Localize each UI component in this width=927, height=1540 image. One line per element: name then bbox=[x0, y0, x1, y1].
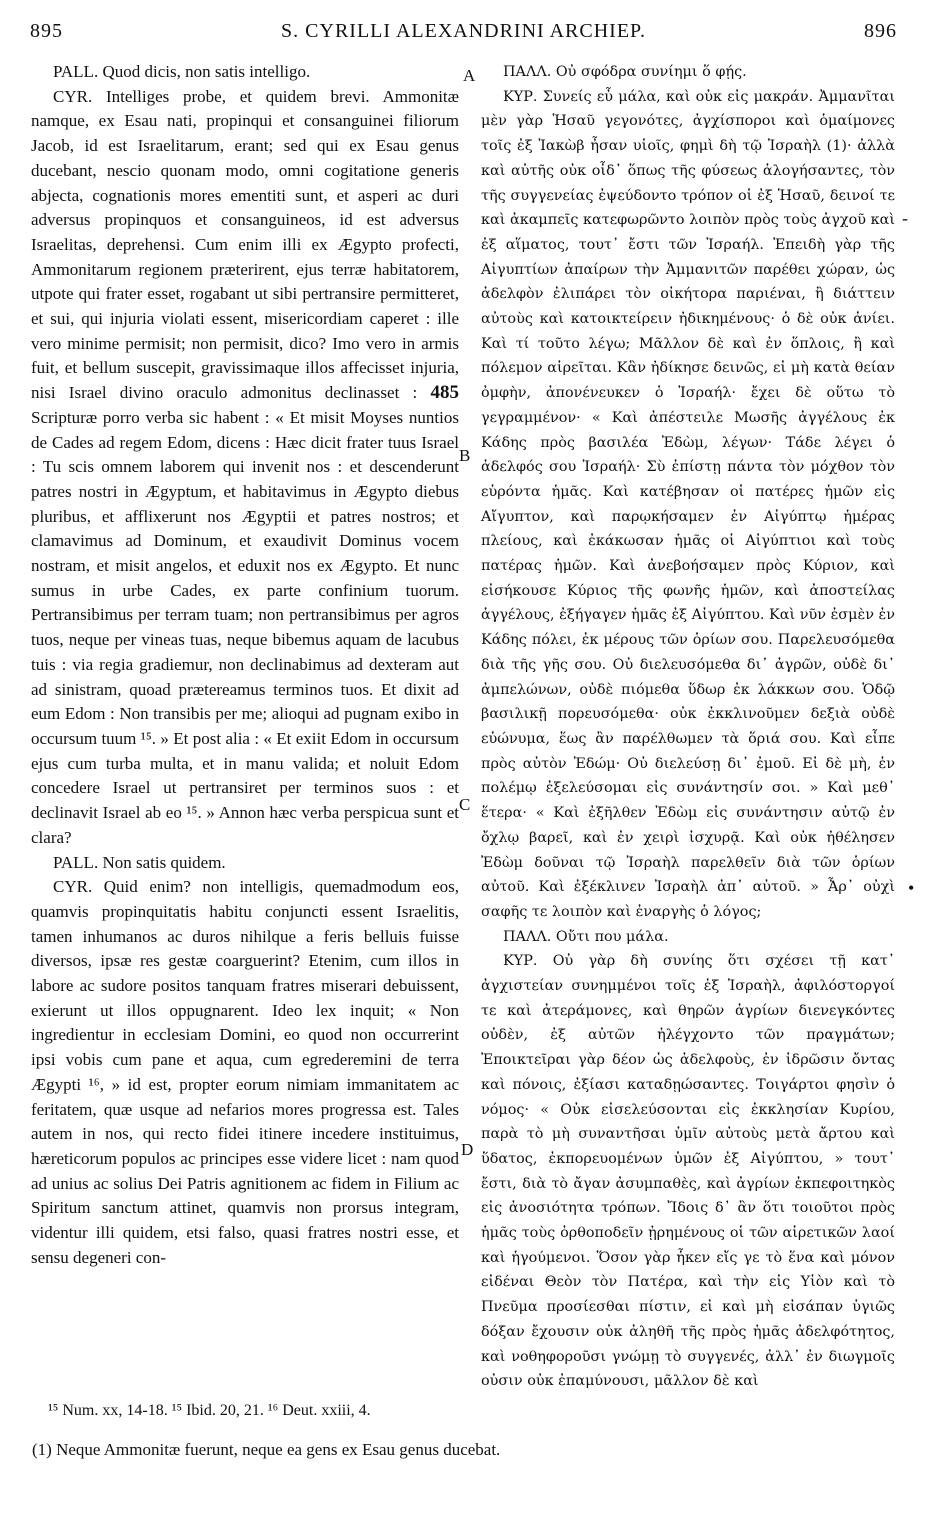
column-number-left: 895 bbox=[30, 20, 63, 42]
column-number-right: 896 bbox=[864, 20, 897, 42]
latin-paragraph-3: PALL. Non satis quidem. bbox=[53, 852, 226, 872]
section-marker-d: D bbox=[461, 1140, 474, 1159]
latin-paragraph-2 bbox=[31, 85, 459, 851]
editor-footnote: (1) Neque Ammonitæ fuerunt, neque ea gens ex Esau genus ducebat. bbox=[32, 1440, 501, 1459]
greek-paragraph-1: ΠΑΛΛ. Οὐ σφόδρα συνίημι ὅ φῄς. bbox=[503, 64, 747, 80]
section-marker-c: C bbox=[459, 795, 471, 814]
greek-paragraph-2: ΚΥΡ. Συνείς εὖ μάλα, καὶ οὐκ εἰς μακράν. Ἀμμανῖται μὲν γὰρ Ἡσαῦ γεγονότες, ἀγχίσποροι καὶ ὁμαίμονες τοῖς ἐξ Ἰακὼβ ἦσαν υἱοῖς, φημὶ δὴ τῷ Ἰσραὴλ (1)· ἀλλὰ καὶ αὐτῆς οὐκ οἶδ᾽ ὅπως τῆς φύσεως ἀλογήσαντες, τὸν τῆς συγγενείας ἐψεύδοντο τρόπον οἱ ἐξ Ἡσαῦ, δεινοί τε καὶ ἀκαμπεῖς κατεφωρῶντο λοιπὸν πρὸς τοὺς ἀγχοῦ καὶ ἐξ αἵματος, τουτ᾽ ἔστι τῶν Ἰσραήλ. Ἐπειδὴ γὰρ τῆς Αἰγυπτίων ἀπαίρων τὴν Ἀμμανιτῶν παρέθει χώραν, ὡς ἀδελφὸν ἐλιπάρει τὸν οἰκήτορα παριέναι, ἢ διάττειν αὐτοὺς καὶ κατοικτείρειν ἠδικημένους· ὁ δὲ οὐκ ἀνίει. Καὶ τί τοῦτο λέγω; Μᾶλλον δὲ καὶ ἐν ὅπλοις, ἢ καὶ πόλεμον αἱρεῖται. Κἂν ἠδίκησε δεινῶς, εἰ μὴ κατὰ θείαν ὀμφὴν, ἀπονένευκεν ὁ Ἰσραήλ· ἔχει δὲ οὕτω τὸ γεγραμμένον· « Καὶ ἀπέστειλε Μωσῆς ἀγγέλους ἐκ Κάδης πρὸς βασιλέα Ἐδὼμ, λέγων· Τάδε λέγει ὁ ἀδελφός σου Ἰσραήλ· Σὺ ἐπίστῃ πάντα τὸν μόχθον τὸν εὑρόντα ἡμᾶς. Καὶ κατέβησαν οἱ πατέρες ἡμῶν εἰς Αἴγυπτον, καὶ παρῳκήσαμεν ἐν Αἰγύπτῳ ἡμέρας πλείους, καὶ ἐκάκωσαν ἡμᾶς οἱ Αἰγύπτιοι καὶ τοὺς πατέρας ἡμῶν. Καὶ ἀνεβοήσαμεν πρὸς Κύριον, καὶ εἰσήκουσε Κύριος τῆς φωνῆς ἡμῶν, καὶ ἀποστείλας ἀγγέλους, ἐξήγαγεν ἡμᾶς ἐξ Αἰγύπτου. Καὶ νῦν ἐσμὲν ἐν Κάδης πόλει, ἐκ μέρους τῶν ὁρίων σου. Παρελευσόμεθα διὰ τῆς γῆς σου. Οὐ διελευσόμεθα δι᾽ ἀγρῶν, οὐδὲ δι᾽ ἀμπελώνων, οὐδὲ πιόμεθα ὕδωρ ἐκ λάκκων σου. Ὁδῷ βασιλικῇ πορευσόμεθα· οὐκ ἐκκλινοῦμεν δεξιὰ οὐδὲ εὐώνυμα, ἕως ἂν παρέλθωμεν τὰ ὅριά σου. Καὶ εἶπε πρὸς αὐτὸν Ἐδώμ· Οὐ διελεύσῃ δι᾽ ἐμοῦ. Εἰ δὲ μὴ, ἐν πολέμῳ ἐξελεύσομαι εἰς συνάντησίν σοι. » Καὶ μεθ᾽ ἕτερα· « Καὶ ἐξῆλθεν Ἐδὼμ εἰς συνάντησιν αὐτῷ ἐν ὄχλῳ βαρεῖ, καὶ ἐν χειρὶ ἰσχυρᾷ. Καὶ οὐκ ἠθέλησεν Ἐδὼμ δοῦναι τῷ Ἰσραὴλ παρελθεῖν διὰ τῶν ὁρίων αὐτοῦ. Καὶ ἐξέκλινεν Ἰσραὴλ ἀπ᾽ αὐτοῦ. » Ἆρ᾽ οὐχὶ σαφῆς τε λοιπὸν καὶ ἐναργὴς ὁ λόγος; bbox=[481, 88, 895, 920]
margin-dot: • bbox=[908, 878, 915, 898]
column-number-marker: 485 bbox=[430, 382, 459, 404]
latin-paragraph-2a: CYR. Intelliges probe, et quidem brevi. Ammonitæ namque, ex Esau nati, propinqui et consanguinei filiorum Jacob, id est Israelitarum, erant; sed qui ex Esau genus ducebant, nescio quonam modo, omni cogitatione generis abjecta, cognationis mores ementiti sunt, et asperi ac duri adversus propinquos et consanguineos, id est adversus Israelitas, deprehensi. Cum enim illi ex Ægypto profecti, Ammonitarum regionem præterirent, ejus terræ habitatorem, utpote qui frater esset, rogabant ut sibi pertransire permitteret, et sui, qui injuria violati essent, misericordiam caperet : ille vero minime permisit; non permisit, dico? Imo vero in armis fuit, et bellum suscepit, gravissimaque illos affecisset injuria, nisi Israel divino oraculo admonitus declinasset : bbox=[31, 86, 459, 403]
section-marker-a: A bbox=[463, 66, 476, 85]
latin-paragraph-2b: Scripturæ porro verba sic habent : « Et misit Moyses nuntios de Cades ad regem Edom, dicens : Hæc dicit frater tuus Israel : Tu scis omnem laborem qui invenit nos : et descenderunt patres nostri in Ægyptum, et habitavimus in Ægypto diebus pluribus, et afflixerunt nos Ægyptii et patres nostros; et clamavimus ad Dominum, et exaudivit Dominus vocem nostram, et misit angelos, et eduxit nos ex Ægypto. Et nunc sumus in urbe Cades, ex parte confinium tuorum. Pertransibimus per terram tuam; non pertransibimus per agros tuos, neque per vineas tuas, neque bibemus aquam de lacubus tuis : via regia gradiemur, non declinabimus ad dexteram aut ad sinistram, quoad prætereamus terminos tuos. Et dixit ad eum Edom : Non transibis per me; alioqui ad pugnam exibo in occursum tuum ¹⁵. » Et post alia : « Et exiit Edom in occursum ejus cum turba multa, et in manu valida; et noluit Edom concedere Israel ut pertransiret per terminos suos : et declinavit Israel ab eo ¹⁵. » Annon hæc verba perspicua sunt et clara? bbox=[31, 407, 459, 847]
latin-paragraph-4: CYR. Quid enim? non intelligis, quemadmodum eos, quamvis propinquitatis habitu conjuncti essent Israelitis, tamen inhumanos ac duros nihilque a feris belluis fuisse diversos, ipsæ res gestæ coarguerint? Etenim, cum illos in labore ac sudore positos tanquam fratres miserari debuissent, exierunt ut illos oppugnarent. Ideo lex inquit; « Non ingredientur in ecclesiam Domini, eo quod non occurrerint ipsi vobis cum pane et aqua, cum egrederemini de terra Ægypti ¹⁶, » id est, propter eorum nimiam immanitatem ac feritatem, quæ usque ad nefarios mores progressa est. Tales autem in nos, qui recto fidei itinere incedere instituimus, hæreticorum populos ac principes esse videre licet : nam quod ad unius ac solius Dei Patris agnitionem ac fidem in Filium ac Spiritum sanctum attinet, quamvis non prorsus integram, videntur illi quidem, etsi falso, quasi fratres nostri esse, et sensu degeneri con- bbox=[31, 877, 459, 1267]
latin-column bbox=[31, 60, 459, 1270]
scripture-footnotes: ¹⁵ Num. xx, 14-18. ¹⁵ Ibid. 20, 21. ¹⁶ Deut. xxiii, 4. bbox=[48, 1402, 371, 1419]
latin-paragraph-1: PALL. Quod dicis, non satis intelligo. bbox=[53, 62, 311, 81]
margin-dash: - bbox=[902, 208, 908, 228]
greek-paragraph-4: ΚΥΡ. Οὐ γὰρ δὴ συνίης ὅτι σχέσει τῇ κατ᾽ ἀγχιστείαν συνημμένοι τοῖς ἐξ Ἰσραὴλ, ἀφιλόστοργοί τε καὶ ἀτεράμονες, καὶ θηρῶν ἀγρίων διενεγκόντες οὐδὲν, ἐξ αὐτῶν ἠλέγχοντο τῶν πραγμάτων; Ἐποικτεῖραι γὰρ δέον ὡς ἀδελφοὺς, ἐν ἱδρῶσιν ὄντας καὶ πόνοις, ἐξίασι καταδῃώσαντες. Τοιγάρτοι φησὶν ὁ νόμος· « Οὐκ εἰσελεύσονται εἰς ἐκκλησίαν Κυρίου, παρὰ τὸ μὴ συναντῆσαι ὑμῖν αὐτοὺς μετὰ ἄρτου καὶ ὕδατος, ἐκπορευομένων ὑμῶν ἐξ Αἰγύπτου, » τουτ᾽ ἔστι, διὰ τὸ ἄγαν ἀσυμπαθὲς, καὶ ἀγρίων ἐκπεφοιτηκὸς εἰς ἀνοσιότητα τρόπων. Ἴδοις δ᾽ ἂν ὅτι τοιοῦτοι πρὸς ἡμᾶς τοὺς ὀρθοποδεῖν ᾑρημένους οἱ τῶν αἱρετικῶν λαοί καὶ ἡγούμενοι. Ὅσον γὰρ ἧκεν εἴς γε τὸ ἕνα καὶ μόνον εἰδέναι Θεὸν τὸν Πατέρα, καὶ τὴν εἰς Υἱὸν καὶ τὸ Πνεῦμα προσίεσθαι πίστιν, εἰ καὶ μὴ εἰσάπαν ὑγιῶς δόξαν ἔχουσιν οὐκ ἀληθῆ τῆς πρὸς ἡμᾶς ἀδελφότητος, καὶ νοθηφοροῦσι γνώμῃ τὸ συγγενές, ἀλλ᾽ ἐν διωγμοῖς οὐσιν οὐκ ἐπαμύνουσι, μᾶλλον δὲ καὶ bbox=[481, 953, 895, 1390]
running-title: S. CYRILLI ALEXANDRINI ARCHIEP. bbox=[281, 20, 646, 42]
greek-paragraph-3: ΠΑΛΛ. Οὔτι που μάλα. bbox=[503, 928, 669, 945]
greek-column bbox=[481, 60, 895, 1394]
running-header bbox=[30, 20, 897, 52]
section-marker-b: B bbox=[459, 446, 471, 465]
